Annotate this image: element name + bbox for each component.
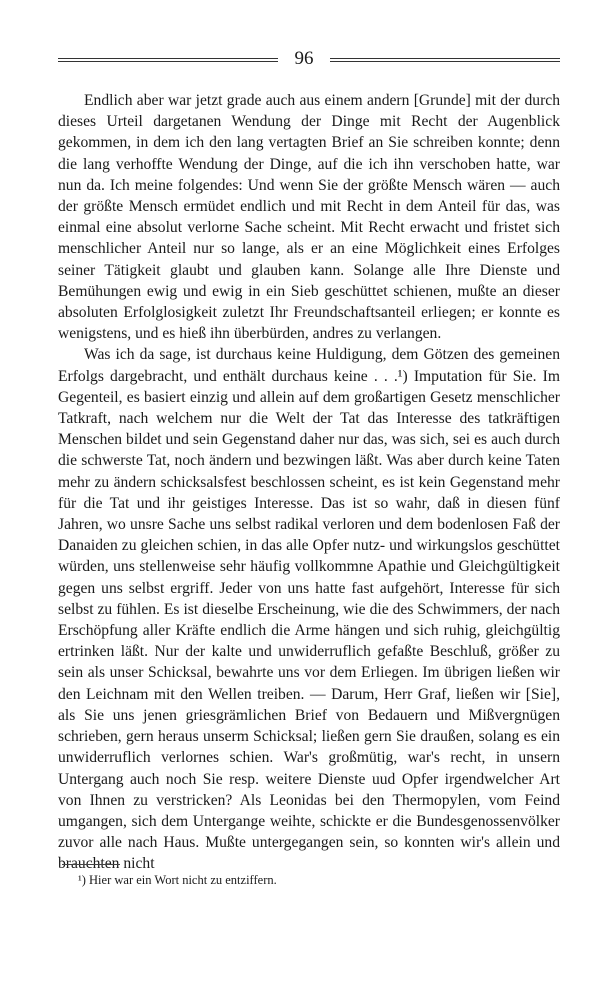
page-number: 96 [294,48,314,69]
page-header [58,48,560,70]
header-rule-left [58,58,278,62]
footnote: ¹) Hier war ein Wort nicht zu entziffern. [78,873,277,887]
paragraph-2: Was ich da sage, ist durchaus keine Huldigung, dem Götzen des gemeinen Erfolgs dargebracht, und enthält durchaus keine . . .¹) Imputation für Sie. Im Gegenteil, es basiert einzig und allein auf dem großartigen Gesetz menschlicher Tatkraft, nach welchem nur die Welt der Tat das Interesse des tatkräftigen Menschen bildet und sein Gegenstand daher nur das, was sich, sei es auch durch die schwerste Tat, noch ändern und bezwingen läßt. Was aber durch keine Taten mehr zu ändern schicksalsfest beschlossen scheint, es ist kein Gegenstand mehr für die Tat und ihr geistiges Interesse. Das ist so wahr, daß in diesen fünf Jahren, wo unsre Sache uns selbst radikal verloren und dem bodenlosen Faß der Danaiden zu gleichen schien, in das alle Opfer nutz- und wirkungslos geschüttet würden, uns stellenweise sehr häufig vollkommne Apathie und Gleichgültigkeit gegen uns selbst ergriff. Jeder von uns hatte fast aufgehört, Interesse für sich selbst zu fühlen. Es ist dieselbe Erscheinung, wie die des Schwimmers, der nach Erschöpfung aller Kräfte endlich die Arme hängen und sich ruhig, gleichgültig ertrinken läßt. Nur der kalte und unwiderruflich gefaßte Beschluß, größer zu sein als unser Schicksal, bewahrte uns vor dem Erliegen. Im übrigen ließen wir den Leichnam mit den Wellen treiben. — Darum, Herr Graf, ließen wir [Sie], als Sie uns jenen griesgrämlichen Brief von Bedauern und Mißvergnügen schrieben, gern heraus unserm Schicksal; ließen gern Sie draußen, solang es ein unwiderruflich verlornes schien. War's großmütig, war's recht, in unsern Untergang auch noch Sie resp. weitere Dienste uud Opfer irgendwelcher Art von Ihnen zu verstricken? Als Leonidas bei den Thermopylen, vom Feind umgangen, sich dem Untergange weihte, schickte er die Bundesgenossenvölker zuvor alle nach Haus. Mußte untergegangen sein, so konnten wir's allein und brauchten nicht [58,346,560,873]
footnote-rule [62,864,120,865]
body-text [58,90,560,875]
paragraph-1: Endlich aber war jetzt grade auch aus einem andern [Grunde] mit der durch dieses Urteil dargetanen Wendung der Dinge mit Recht der Augenblick gekommen, in dem ich den lang vertagten Brief an Sie schreiben konnte; denn die lang verhoffte Wendung der Dinge, auf die ich ihn verschoben hatte, war nun da. Ich meine folgendes: Und wenn Sie der größte Mensch wären — auch der größte Mensch ermüdet endlich und mit Recht in dem Anteil für das, was einmal eine absolut verlorne Sache scheint. Mit Recht erwacht und fristet sich menschlicher Anteil nur so lange, als er an eine Möglichkeit eines Erfolges seiner Tätigkeit glaubt und glauben kann. Solange alle Ihre Dienste und Bemühungen ewig und ewig in ein Sieb geschüttet schienen, mußte an dieser absoluten Erfolglosigkeit zuletzt Ihr Freundschaftsanteil erliegen; er konnte es wenigstens, und es hieß ihn überbürden, andres zu verlangen. [58,92,560,343]
header-rule-right [330,58,560,62]
